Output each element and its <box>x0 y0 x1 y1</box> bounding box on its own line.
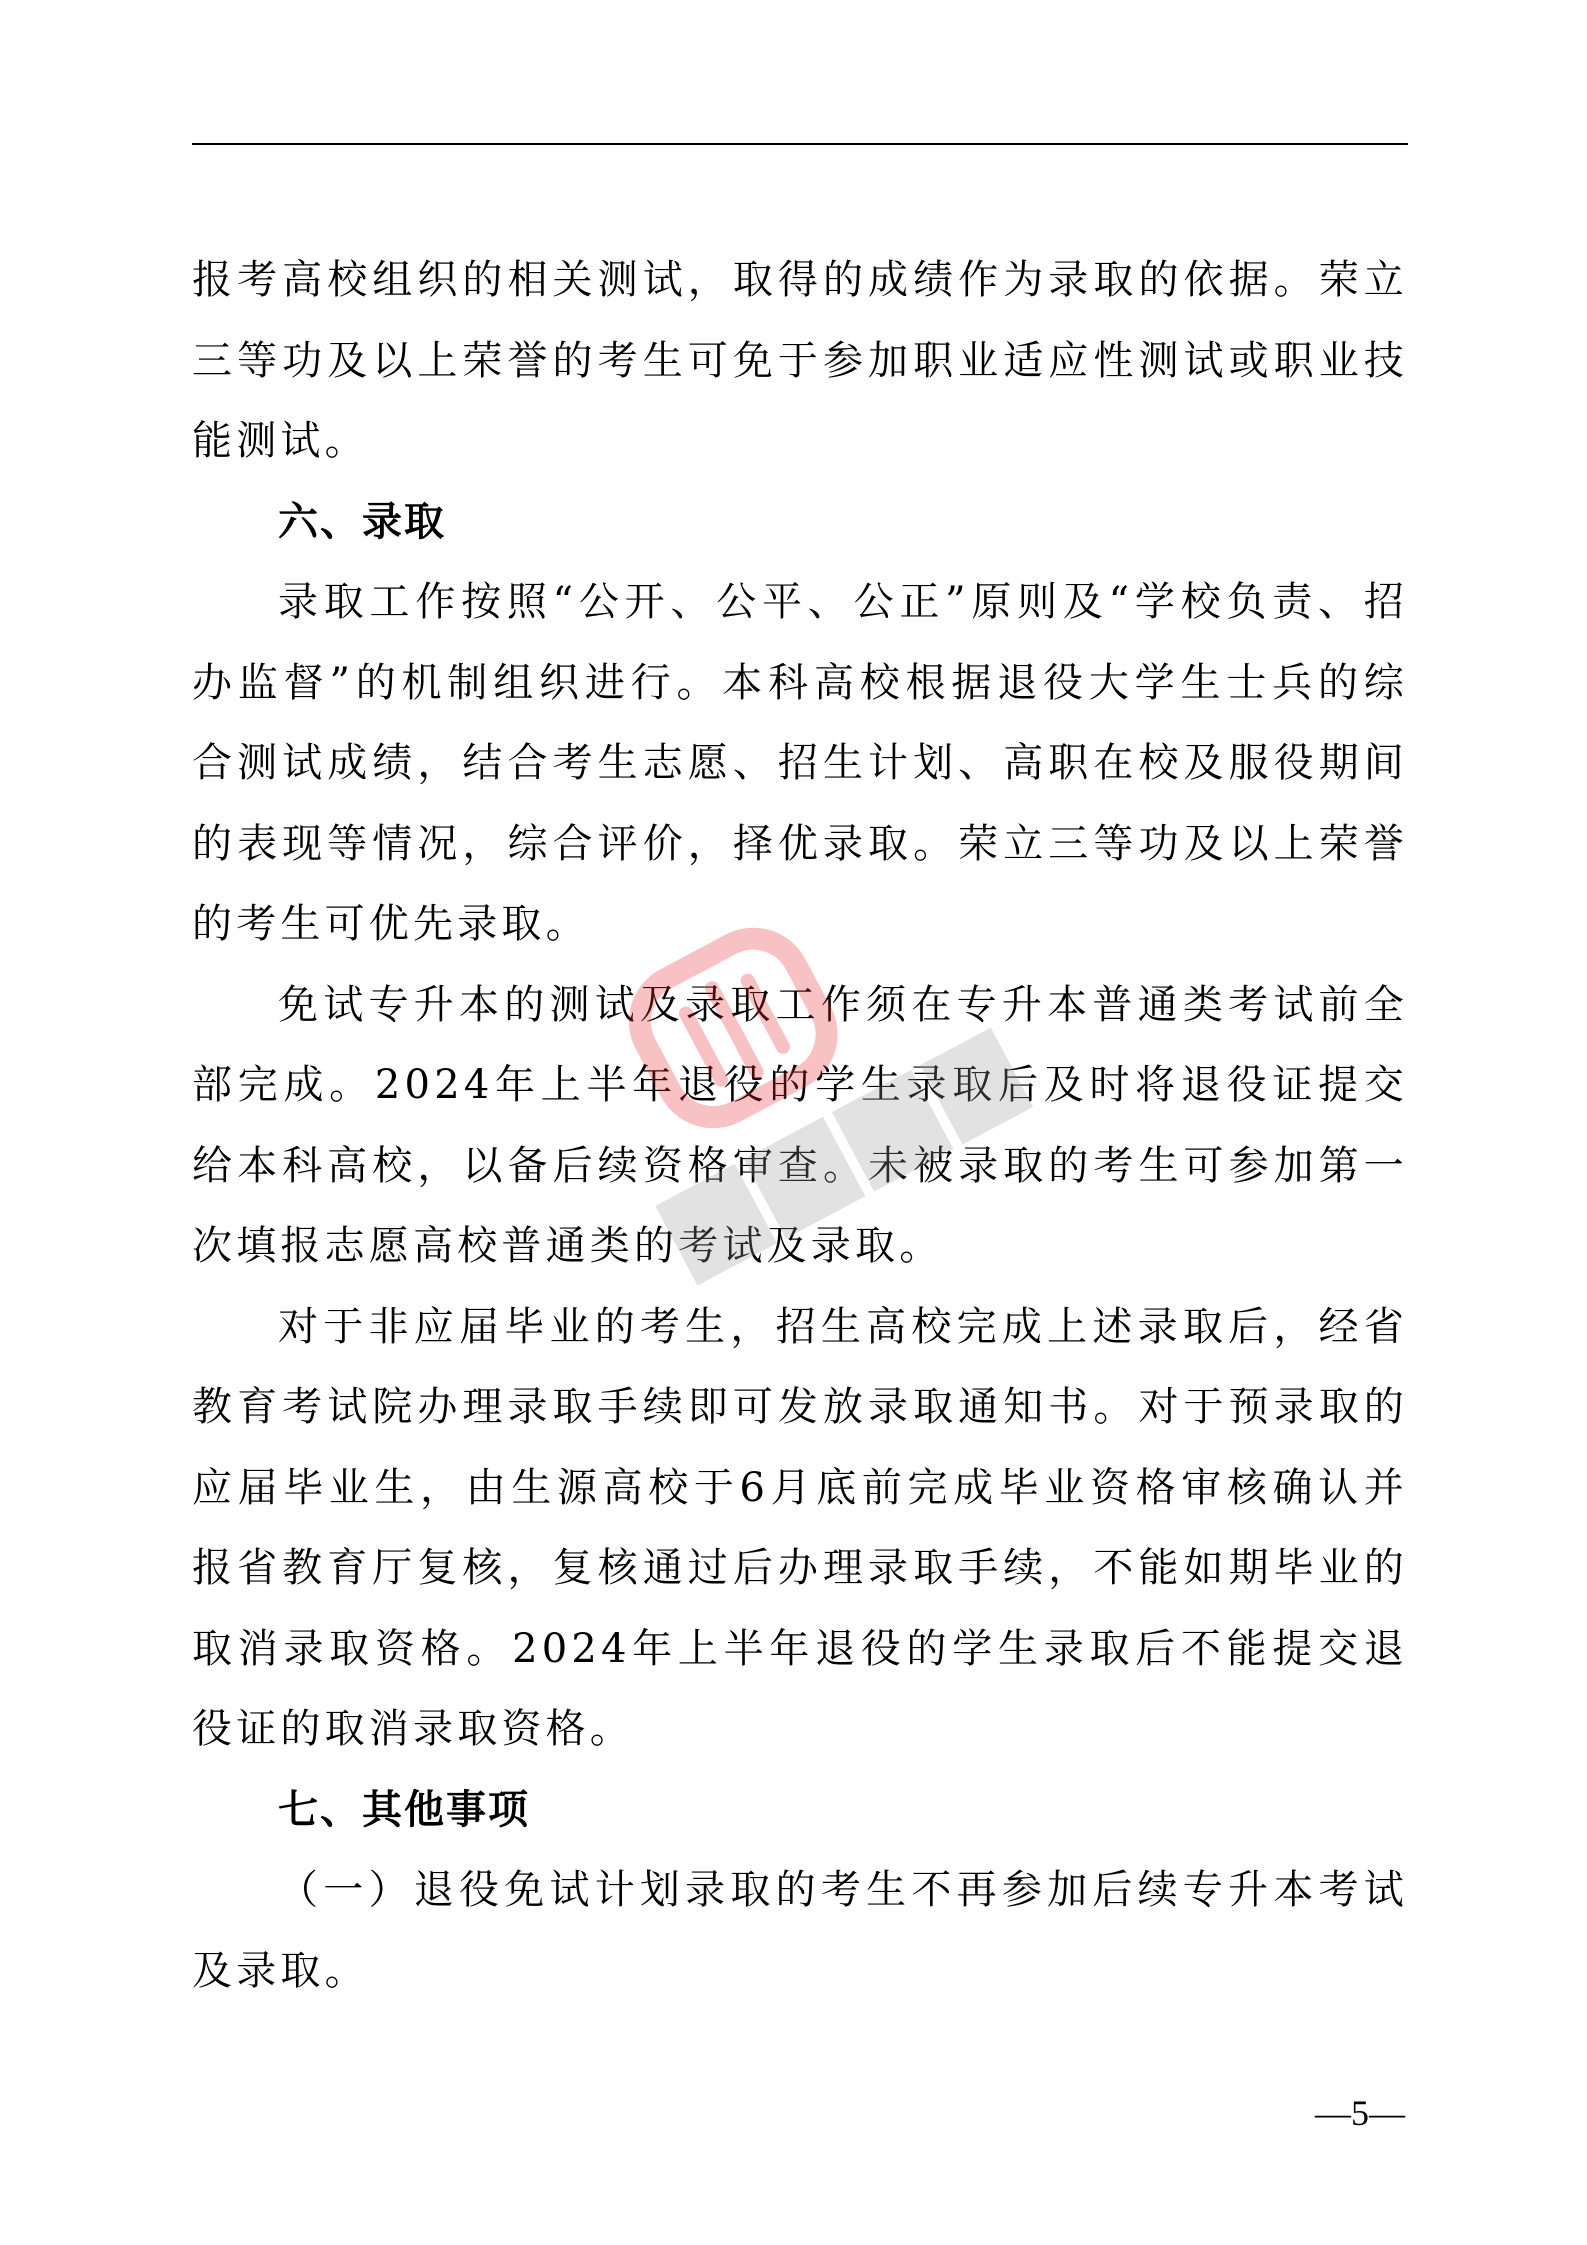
paragraph-admission-principles: 录取工作按照“公开、公平、公正”原则及“学校负责、招办监督”的机制组织进行。本科高校根据退役大学生士兵的综合测试成绩，结合考生志愿、招生计划、高职在校及服役期间的表现等情况，综合评价，择优录取。荣立三等功及以上荣誉的考生可优先录取。 <box>192 579 1408 947</box>
page-number: —5— <box>1315 2093 1405 2133</box>
paragraph-other-item-1: （一）退役免试计划录取的考生不再参加后续专升本考试及录取。 <box>192 1867 1408 1994</box>
paragraph-testing-continued: 报考高校组织的相关测试，取得的成绩作为录取的依据。荣立三等功及以上荣誉的考生可免于参加职业适应性测试或职业技能测试。 <box>192 257 1408 464</box>
document-body <box>192 240 1408 2011</box>
section-heading-admission: 六、录取 <box>278 498 446 545</box>
paragraph-admission-timeline: 免试专升本的测试及录取工作须在专升本普通类考试前全部完成。2024年上半年退役的学生录取后及时将退役证提交给本科高校，以备后续资格审查。未被录取的考生可参加第一次填报志愿高校普通类的考试及录取。 <box>192 981 1408 1269</box>
section-heading-other-matters: 七、其他事项 <box>278 1786 530 1833</box>
paragraph-admission-procedures: 对于非应届毕业的考生，招生高校完成上述录取后，经省教育考试院办理录取手续即可发放录取通知书。对于预录取的应届毕业生，由生源高校于6月底前完成毕业资格审核确认并报省教育厅复核，复核通过后办理录取手续，不能如期毕业的取消录取资格。2024年上半年退役的学生录取后不能提交退役证的取消录取资格。 <box>192 1303 1408 1752</box>
header-rule <box>192 143 1408 145</box>
